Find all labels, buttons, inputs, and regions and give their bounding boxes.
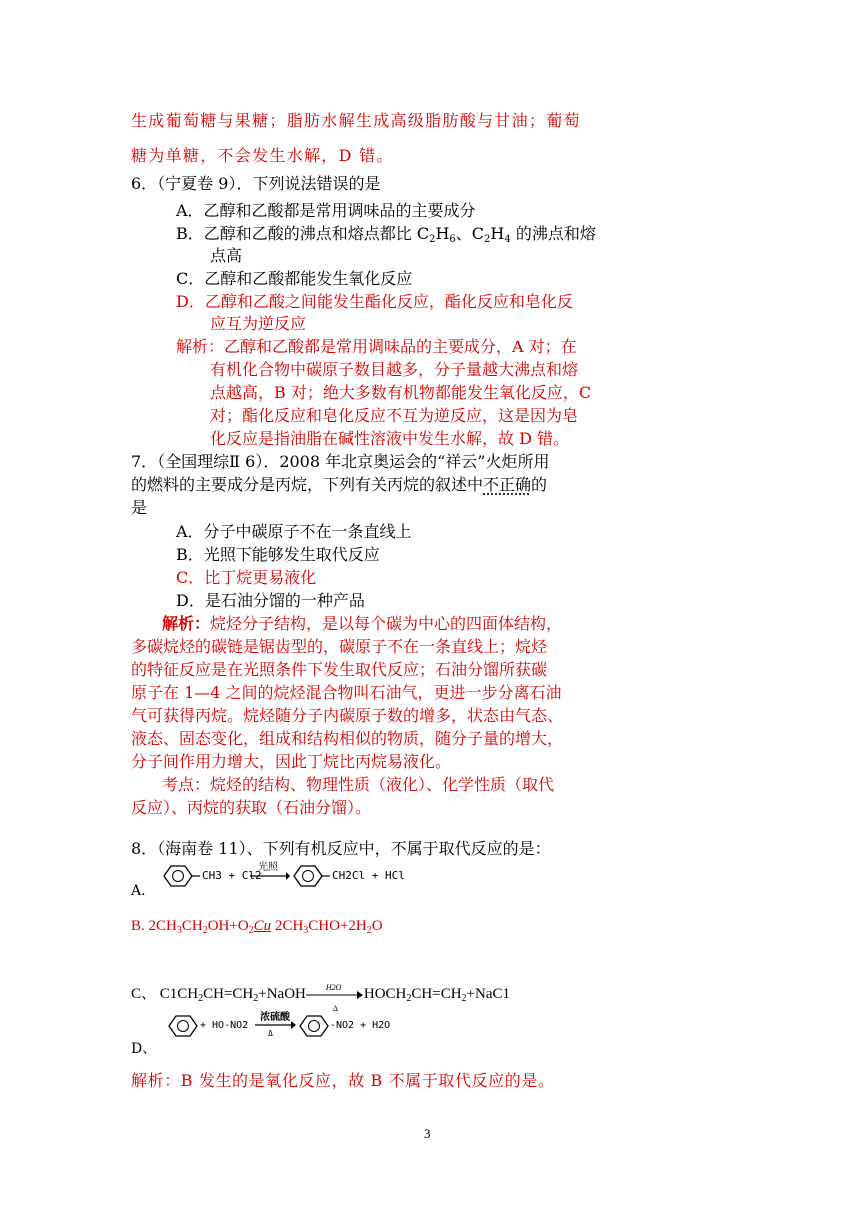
q8-explanation: 解析：B 发生的是氧化反应，故 B 不属于取代反应的是。 bbox=[131, 1071, 555, 1090]
q7-explanation-1: 解析：烷烃分子结构，是以每个碳为中心的四面体结构， bbox=[162, 614, 563, 633]
benzene-ring-icon bbox=[296, 1014, 330, 1038]
q7-explanation-2: 多碳烷烃的碳链是锯齿型的，碳原子不在一条直线上；烷烃 bbox=[131, 637, 548, 656]
q8-option-c: C、 $C1CH_2CH=CH_2+NaOH$ H2O Δ $HOCH_2CH=CH_2+NaC1$ bbox=[131, 982, 510, 1013]
q6-option-d: D．乙醇和乙酸之间能发生酯化反应，酯化反应和皂化反 bbox=[176, 292, 573, 311]
q8-a-condition: 光照 bbox=[258, 862, 278, 873]
q6-option-b-cont: 点高 bbox=[210, 246, 243, 265]
benzene-ring-icon bbox=[160, 864, 202, 888]
q7-explanation-5: 气可获得丙烷。烷烃随分子内碳原子数的增多，状态由气态、 bbox=[131, 706, 564, 725]
q7-explanation-7: 分子间作用力增大，因此丁烷比丙烷易液化。 bbox=[131, 752, 452, 771]
reaction-arrow-icon bbox=[306, 990, 364, 1000]
q7-stem-1: 7．（全国理综Ⅱ 6）．2008 年北京奥运会的“祥云”火炬所用 bbox=[131, 452, 550, 471]
q8-d-products: -NO2 + H2O bbox=[330, 1020, 391, 1031]
q7-option-b: B．光照下能够发生取代反应 bbox=[176, 545, 380, 564]
q8-b-catalyst: Cu bbox=[253, 918, 272, 934]
q7-keypoint-1: 考点：烷烃的结构、物理性质（液化）、化学性质（取代 bbox=[162, 775, 555, 794]
q8-d-condition-bottom: Δ bbox=[268, 1029, 273, 1038]
q6-option-c: C．乙醇和乙酸都能发生氧化反应 bbox=[176, 269, 413, 288]
q7-option-d: D．是石油分馏的一种产品 bbox=[176, 591, 365, 610]
q7-explanation-4: 原子在 1—4 之间的烷烃混合物叫石油气，更进一步分离石油 bbox=[131, 683, 562, 702]
reaction-arrow-icon bbox=[250, 871, 290, 881]
q8-option-d-label: D、 bbox=[131, 1041, 157, 1057]
q7-stem-2: 的燃料的主要成分是丙烷，下列有关丙烷的叙述中不正确的 bbox=[131, 475, 548, 494]
q8-d-reactants: + HO-NO2 bbox=[200, 1020, 249, 1031]
q7-option-c: C．比丁烷更易液化 bbox=[176, 568, 317, 587]
q8-d-condition-top: 浓硫酸 bbox=[260, 1012, 290, 1023]
q7-stem-3: 是 bbox=[131, 498, 148, 517]
q8-c-arrow: H2O Δ bbox=[306, 988, 364, 1002]
q6-option-d-cont: 应互为逆反应 bbox=[210, 314, 307, 333]
reaction-arrow-icon bbox=[255, 1020, 297, 1030]
q7-option-a: A．分子中碳原子不在一条直线上 bbox=[176, 522, 412, 541]
q7-emphasis: 不正确 bbox=[483, 475, 532, 494]
intro-line-1: 生成葡萄糖与果糖；脂肪水解生成高级脂肪酸与甘油；葡萄 bbox=[131, 111, 581, 130]
q7-explanation-3: 的特征反应是在光照条件下发生取代反应；石油分馏所获碳 bbox=[131, 660, 548, 679]
q6-explanation-3: 点越高，B 对；绝大多数有机物都能发生氧化反应，C bbox=[210, 383, 592, 402]
q8-a-products: CH2Cl + HCl bbox=[332, 869, 405, 882]
q6-explanation-1: 解析：乙醇和乙酸都是常用调味品的主要成分，A 对；在 bbox=[176, 337, 577, 356]
q8-option-a-label: A. bbox=[131, 883, 146, 899]
q6-explanation-4: 对；酯化反应和皂化反应不互为逆反应，这是因为皂 bbox=[210, 406, 579, 425]
q6-stem: 6．（宁夏卷 9）．下列说法错误的是 bbox=[131, 174, 381, 193]
q6-option-a: A．乙醇和乙酸都是常用调味品的主要成分 bbox=[176, 201, 476, 220]
q6-option-b: B．乙醇和乙酸的沸点和熔点都比 C2H6、C2H4 的沸点和熔 bbox=[176, 224, 596, 245]
q6-explanation-2: 有机化合物中碳原子数目越多，分子量越大沸点和熔 bbox=[210, 360, 579, 379]
q7-keypoint-2: 反应）、丙烷的获取（石油分馏）。 bbox=[131, 798, 372, 817]
q8-a-reactants: CH3 + Cl2 bbox=[202, 869, 262, 882]
page-number: 3 bbox=[424, 1126, 431, 1141]
q8-option-b: B. $2CH_3CH_2OH+O_2Cu$ $2CH_3CHO+2H_2O$ bbox=[131, 918, 383, 936]
benzene-ring-icon bbox=[290, 864, 332, 888]
q8-stem: 8．（海南卷 11）、下列有机反应中，不属于取代反应的是： bbox=[131, 839, 551, 858]
q7-explanation-label: 解析： bbox=[162, 614, 211, 633]
q7-explanation-6: 液态、固态变化，组成和结构相似的物质，随分子量的增大， bbox=[131, 729, 564, 748]
intro-line-2: 糖为单糖，不会发生水解，D 错。 bbox=[131, 146, 394, 165]
benzene-ring-icon bbox=[165, 1014, 199, 1038]
q6-explanation-5: 化反应是指油脂在碱性溶液中发生水解，故 D 错。 bbox=[210, 429, 570, 448]
